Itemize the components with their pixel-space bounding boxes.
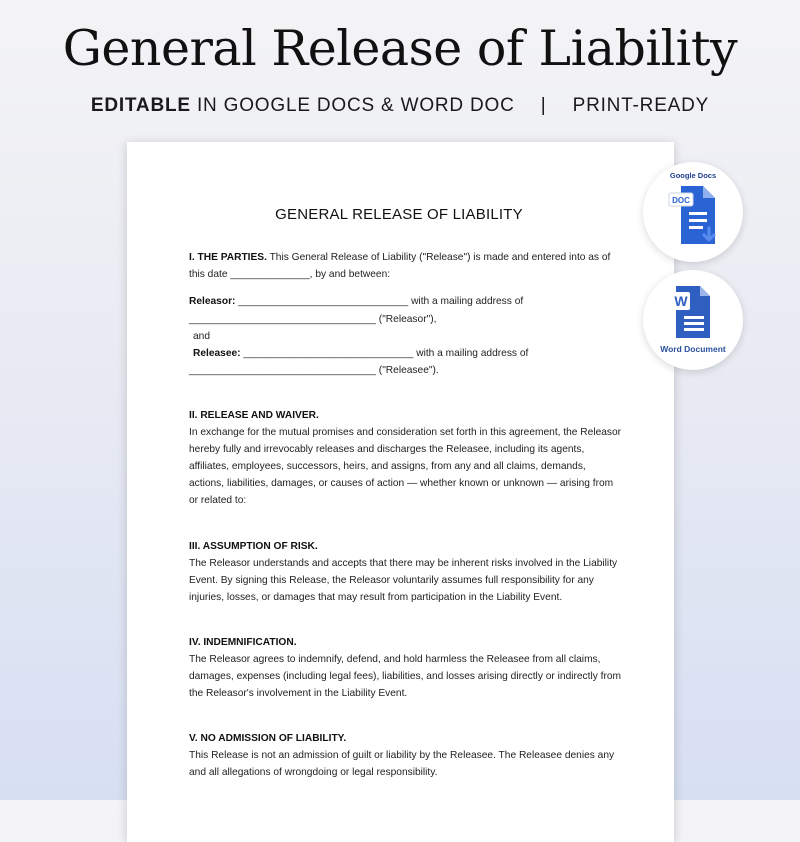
releasee-address: _________________________________ ("Releasee"). [189,365,439,376]
no-admission-line: and all allegations of wrongdoing or legal responsibility. [189,767,438,778]
subtitle-print-ready: PRINT-READY [572,95,710,116]
indemnification-line: the Releasor's involvement in the Liability Event. [189,688,408,699]
release-line: actions, liabilities, damages, or causes of action — whether known or unknown — arising from [189,478,614,489]
release-line: In exchange for the mutual promises and consideration set forth in this agreement, the Releasor [189,427,622,438]
releasee-field: ______________________________ with a mailing address of [240,348,529,359]
releasor-line [189,296,523,308]
risk-line: injuries, losses, or damages that may result from participation in the Liability Event. [189,592,563,603]
release-line: or related to: [189,495,247,506]
hero-subtitle [0,95,800,117]
indemnification-line: The Releasor agrees to indemnify, defend, and hold harmless the Releasee from all claims, [189,654,601,665]
subtitle-apps: IN GOOGLE DOCS & WORD DOC [196,95,515,116]
word-document-badge [643,270,743,370]
indemnification-line: damages, expenses (including legal fees), liabilities, and losses arising directly or indirectly from [189,671,622,682]
parties-heading: I. THE PARTIES. [189,252,267,263]
indemnification-heading: IV. INDEMNIFICATION. [189,637,297,648]
parties-line-1 [189,252,610,264]
releasee-line [193,348,528,360]
google-docs-label: Google Docs [669,171,717,180]
subtitle-separator: | [540,95,547,116]
no-admission-heading: V. NO ADMISSION OF LIABILITY. [189,733,347,744]
parties-line-2: this date ______________, by and between: [189,269,391,280]
no-admission-line: This Release is not an admission of guilt or liability by the Releasee. The Releasee denies any [189,750,615,761]
risk-line: Event. By signing this Release, the Releasor voluntarily assumes full responsibility for any [189,575,594,586]
parties-text: This General Release of Liability ("Release") is made and entered into as of [266,252,611,263]
word-document-label: Word Document [660,344,726,354]
document-title: GENERAL RELEASE OF LIABILITY [275,206,523,223]
doc-file-tag: DOC [672,196,690,205]
word-file-icon [668,282,718,342]
risk-heading: III. ASSUMPTION OF RISK. [189,541,318,552]
parties-and: and [193,331,210,342]
releasor-label: Releasor: [189,296,236,307]
risk-line: The Releasor understands and accepts that there may be inherent risks involved in the Liability [189,558,618,569]
hero-title: General Release of Liability [62,20,738,77]
release-line: hereby fully and irrevocably releases and discharges the Releasee, including its agents, [189,444,585,455]
google-docs-badge [643,162,743,262]
subtitle-editable: EDITABLE [90,95,191,116]
releasor-address: _________________________________ ("Releasor"), [189,314,437,325]
google-docs-file-icon [665,182,725,252]
release-heading: II. RELEASE AND WAIVER. [189,410,319,421]
release-line: affiliates, employees, successors, heirs, and assigns, from any and all claims, demands, [189,461,586,472]
releasor-field: ______________________________ with a mailing address of [235,296,524,307]
word-file-letter: W [674,293,688,309]
releasee-label: Releasee: [193,348,241,359]
document-page [127,142,674,842]
